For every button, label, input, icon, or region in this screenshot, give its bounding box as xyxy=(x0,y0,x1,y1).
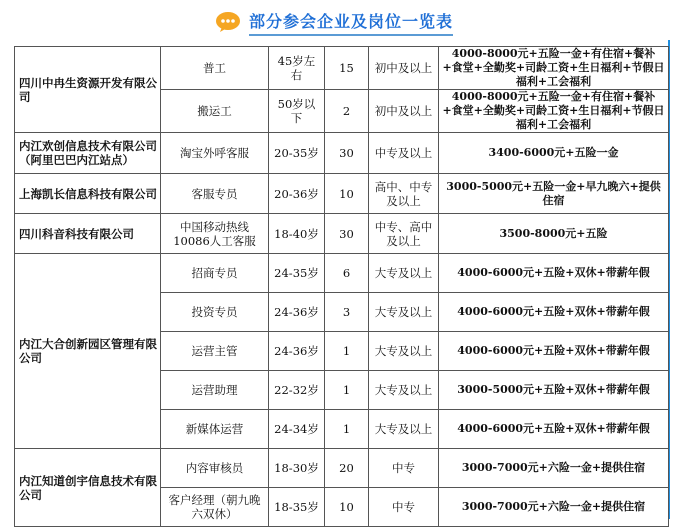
job-count: 3 xyxy=(325,293,369,332)
job-age: 20-36岁 xyxy=(269,174,325,214)
job-benefits: 3000-5000元+五险一金+早九晚六+提供住宿 xyxy=(439,174,669,214)
job-education: 大专及以上 xyxy=(369,254,439,293)
table-row xyxy=(15,254,669,293)
table-row xyxy=(15,47,669,90)
job-count: 2 xyxy=(325,90,369,133)
job-benefits: 3000-5000元+五险+双休+带薪年假 xyxy=(439,371,669,410)
job-position: 淘宝外呼客服 xyxy=(161,133,269,174)
job-age: 24-35岁 xyxy=(269,254,325,293)
job-age: 24-36岁 xyxy=(269,332,325,371)
job-benefits: 4000-8000元+五险一金+有住宿+餐补+食堂+全勤奖+司龄工资+生日福利+节假日福利+工会福利 xyxy=(439,90,669,133)
job-age: 24-34岁 xyxy=(269,410,325,449)
job-position: 中国移动热线10086人工客服 xyxy=(161,214,269,254)
job-position: 客户经理（朝九晚六双休） xyxy=(161,488,269,527)
job-age: 18-40岁 xyxy=(269,214,325,254)
job-age: 20-35岁 xyxy=(269,133,325,174)
job-position: 搬运工 xyxy=(161,90,269,133)
job-count: 10 xyxy=(325,174,369,214)
job-count: 6 xyxy=(325,254,369,293)
job-count: 15 xyxy=(325,47,369,90)
job-table xyxy=(14,46,669,527)
page-title: 部分参会企业及岗位一览表 xyxy=(249,9,453,36)
job-benefits: 4000-6000元+五险+双休+带薪年假 xyxy=(439,410,669,449)
job-count: 30 xyxy=(325,214,369,254)
job-benefits: 3000-7000元+六险一金+提供住宿 xyxy=(439,488,669,527)
job-education: 大专及以上 xyxy=(369,371,439,410)
job-position: 运营主管 xyxy=(161,332,269,371)
company-name: 内江大合创新园区管理有限公司 xyxy=(15,254,161,449)
job-education: 大专及以上 xyxy=(369,332,439,371)
company-name: 上海凯长信息科技有限公司 xyxy=(15,174,161,214)
title-bar xyxy=(0,0,678,44)
job-count: 1 xyxy=(325,410,369,449)
job-position: 客服专员 xyxy=(161,174,269,214)
job-education: 大专及以上 xyxy=(369,293,439,332)
job-benefits: 3000-7000元+六险一金+提供住宿 xyxy=(439,449,669,488)
job-benefits: 3400-6000元+五险一金 xyxy=(439,133,669,174)
job-position: 运营助理 xyxy=(161,371,269,410)
table-row xyxy=(15,449,669,488)
job-count: 1 xyxy=(325,371,369,410)
job-position: 普工 xyxy=(161,47,269,90)
company-name: 内江欢创信息技术有限公司（阿里巴巴内江站点） xyxy=(15,133,161,174)
job-age: 45岁左右 xyxy=(269,47,325,90)
job-count: 1 xyxy=(325,332,369,371)
job-benefits: 4000-6000元+五险+双休+带薪年假 xyxy=(439,254,669,293)
job-benefits: 4000-8000元+五险一金+有住宿+餐补+食堂+全勤奖+司龄工资+生日福利+节假日福利+工会福利 xyxy=(439,47,669,90)
job-age: 18-35岁 xyxy=(269,488,325,527)
table-row xyxy=(15,214,669,254)
job-count: 10 xyxy=(325,488,369,527)
company-name: 四川中冉生资源开发有限公司 xyxy=(15,47,161,133)
title-wrap xyxy=(215,9,453,36)
job-education: 中专、高中及以上 xyxy=(369,214,439,254)
job-education: 中专 xyxy=(369,488,439,527)
job-count: 30 xyxy=(325,133,369,174)
job-education: 初中及以上 xyxy=(369,90,439,133)
job-age: 18-30岁 xyxy=(269,449,325,488)
job-education: 大专及以上 xyxy=(369,410,439,449)
job-education: 中专 xyxy=(369,449,439,488)
job-education: 中专及以上 xyxy=(369,133,439,174)
job-position: 招商专员 xyxy=(161,254,269,293)
speech-bubble-icon xyxy=(215,11,241,33)
table-row xyxy=(15,174,669,214)
job-age: 22-32岁 xyxy=(269,371,325,410)
job-benefits: 3500-8000元+五险 xyxy=(439,214,669,254)
job-age: 24-36岁 xyxy=(269,293,325,332)
company-name: 四川科音科技有限公司 xyxy=(15,214,161,254)
job-education: 初中及以上 xyxy=(369,47,439,90)
job-position: 内容审核员 xyxy=(161,449,269,488)
job-position: 投资专员 xyxy=(161,293,269,332)
table-row xyxy=(15,133,669,174)
job-education: 高中、中专及以上 xyxy=(369,174,439,214)
job-count: 20 xyxy=(325,449,369,488)
company-name: 内江知道创宇信息技术有限公司 xyxy=(15,449,161,527)
job-benefits: 4000-6000元+五险+双休+带薪年假 xyxy=(439,293,669,332)
job-position: 新媒体运营 xyxy=(161,410,269,449)
job-age: 50岁以下 xyxy=(269,90,325,133)
job-benefits: 4000-6000元+五险+双休+带薪年假 xyxy=(439,332,669,371)
